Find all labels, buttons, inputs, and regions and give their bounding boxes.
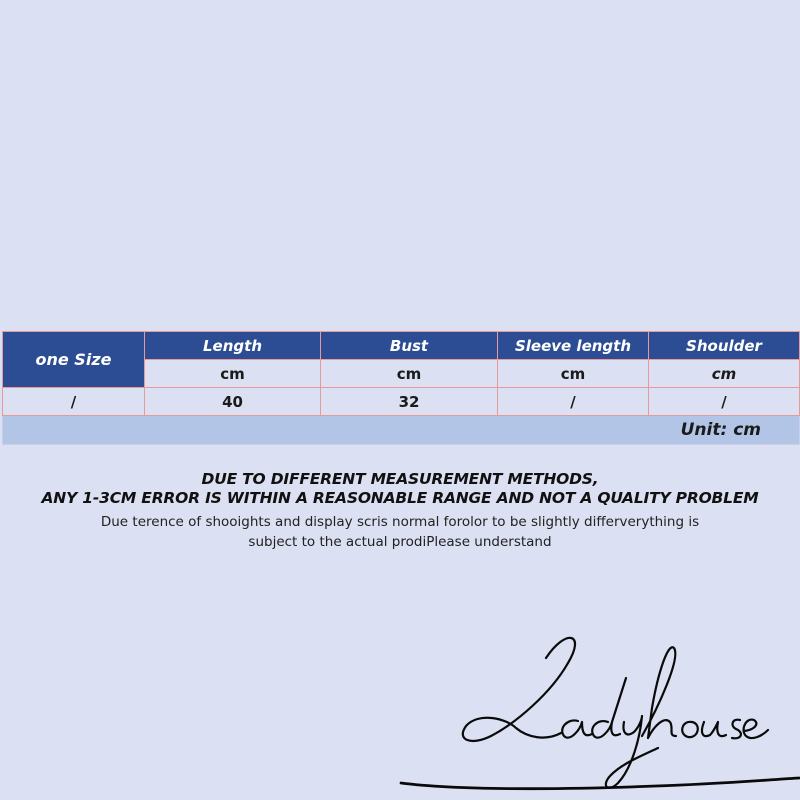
notice-body-line-1: Due terence of shooights and display scris normal forolor to be slightly differverything is <box>100 514 700 530</box>
unit-bust: cm <box>321 360 498 388</box>
notice-heading-line-1: DUE TO DIFFERENT MEASUREMENT METHODS, <box>201 470 599 488</box>
header-bust: Bust <box>321 332 498 360</box>
ladyhouse-logo <box>396 618 800 800</box>
header-length: Length <box>145 332 321 360</box>
value-length: 40 <box>145 388 321 416</box>
unit-sleeve-length: cm <box>498 360 649 388</box>
notice-heading-line-2: ANY 1-3CM ERROR IS WITHIN A REASONABLE RANGE AND NOT A QUALITY PROBLEM <box>41 489 759 507</box>
size-label-cell: one Size <box>3 332 145 388</box>
unit-note-row <box>3 416 800 445</box>
size-chart-table <box>2 331 800 445</box>
notice-body-line-2: subject to the actual prodiPlease understand <box>248 534 552 550</box>
size-value: / <box>3 388 145 416</box>
unit-length: cm <box>145 360 321 388</box>
value-bust: 32 <box>321 388 498 416</box>
unit-shoulder: cm <box>649 360 800 388</box>
header-sleeve-length: Sleeve length <box>498 332 649 360</box>
value-sleeve-length: / <box>498 388 649 416</box>
value-shoulder: / <box>649 388 800 416</box>
value-row <box>3 388 800 416</box>
header-shoulder: Shoulder <box>649 332 800 360</box>
header-row <box>3 332 800 360</box>
unit-note: Unit: cm <box>3 416 800 445</box>
